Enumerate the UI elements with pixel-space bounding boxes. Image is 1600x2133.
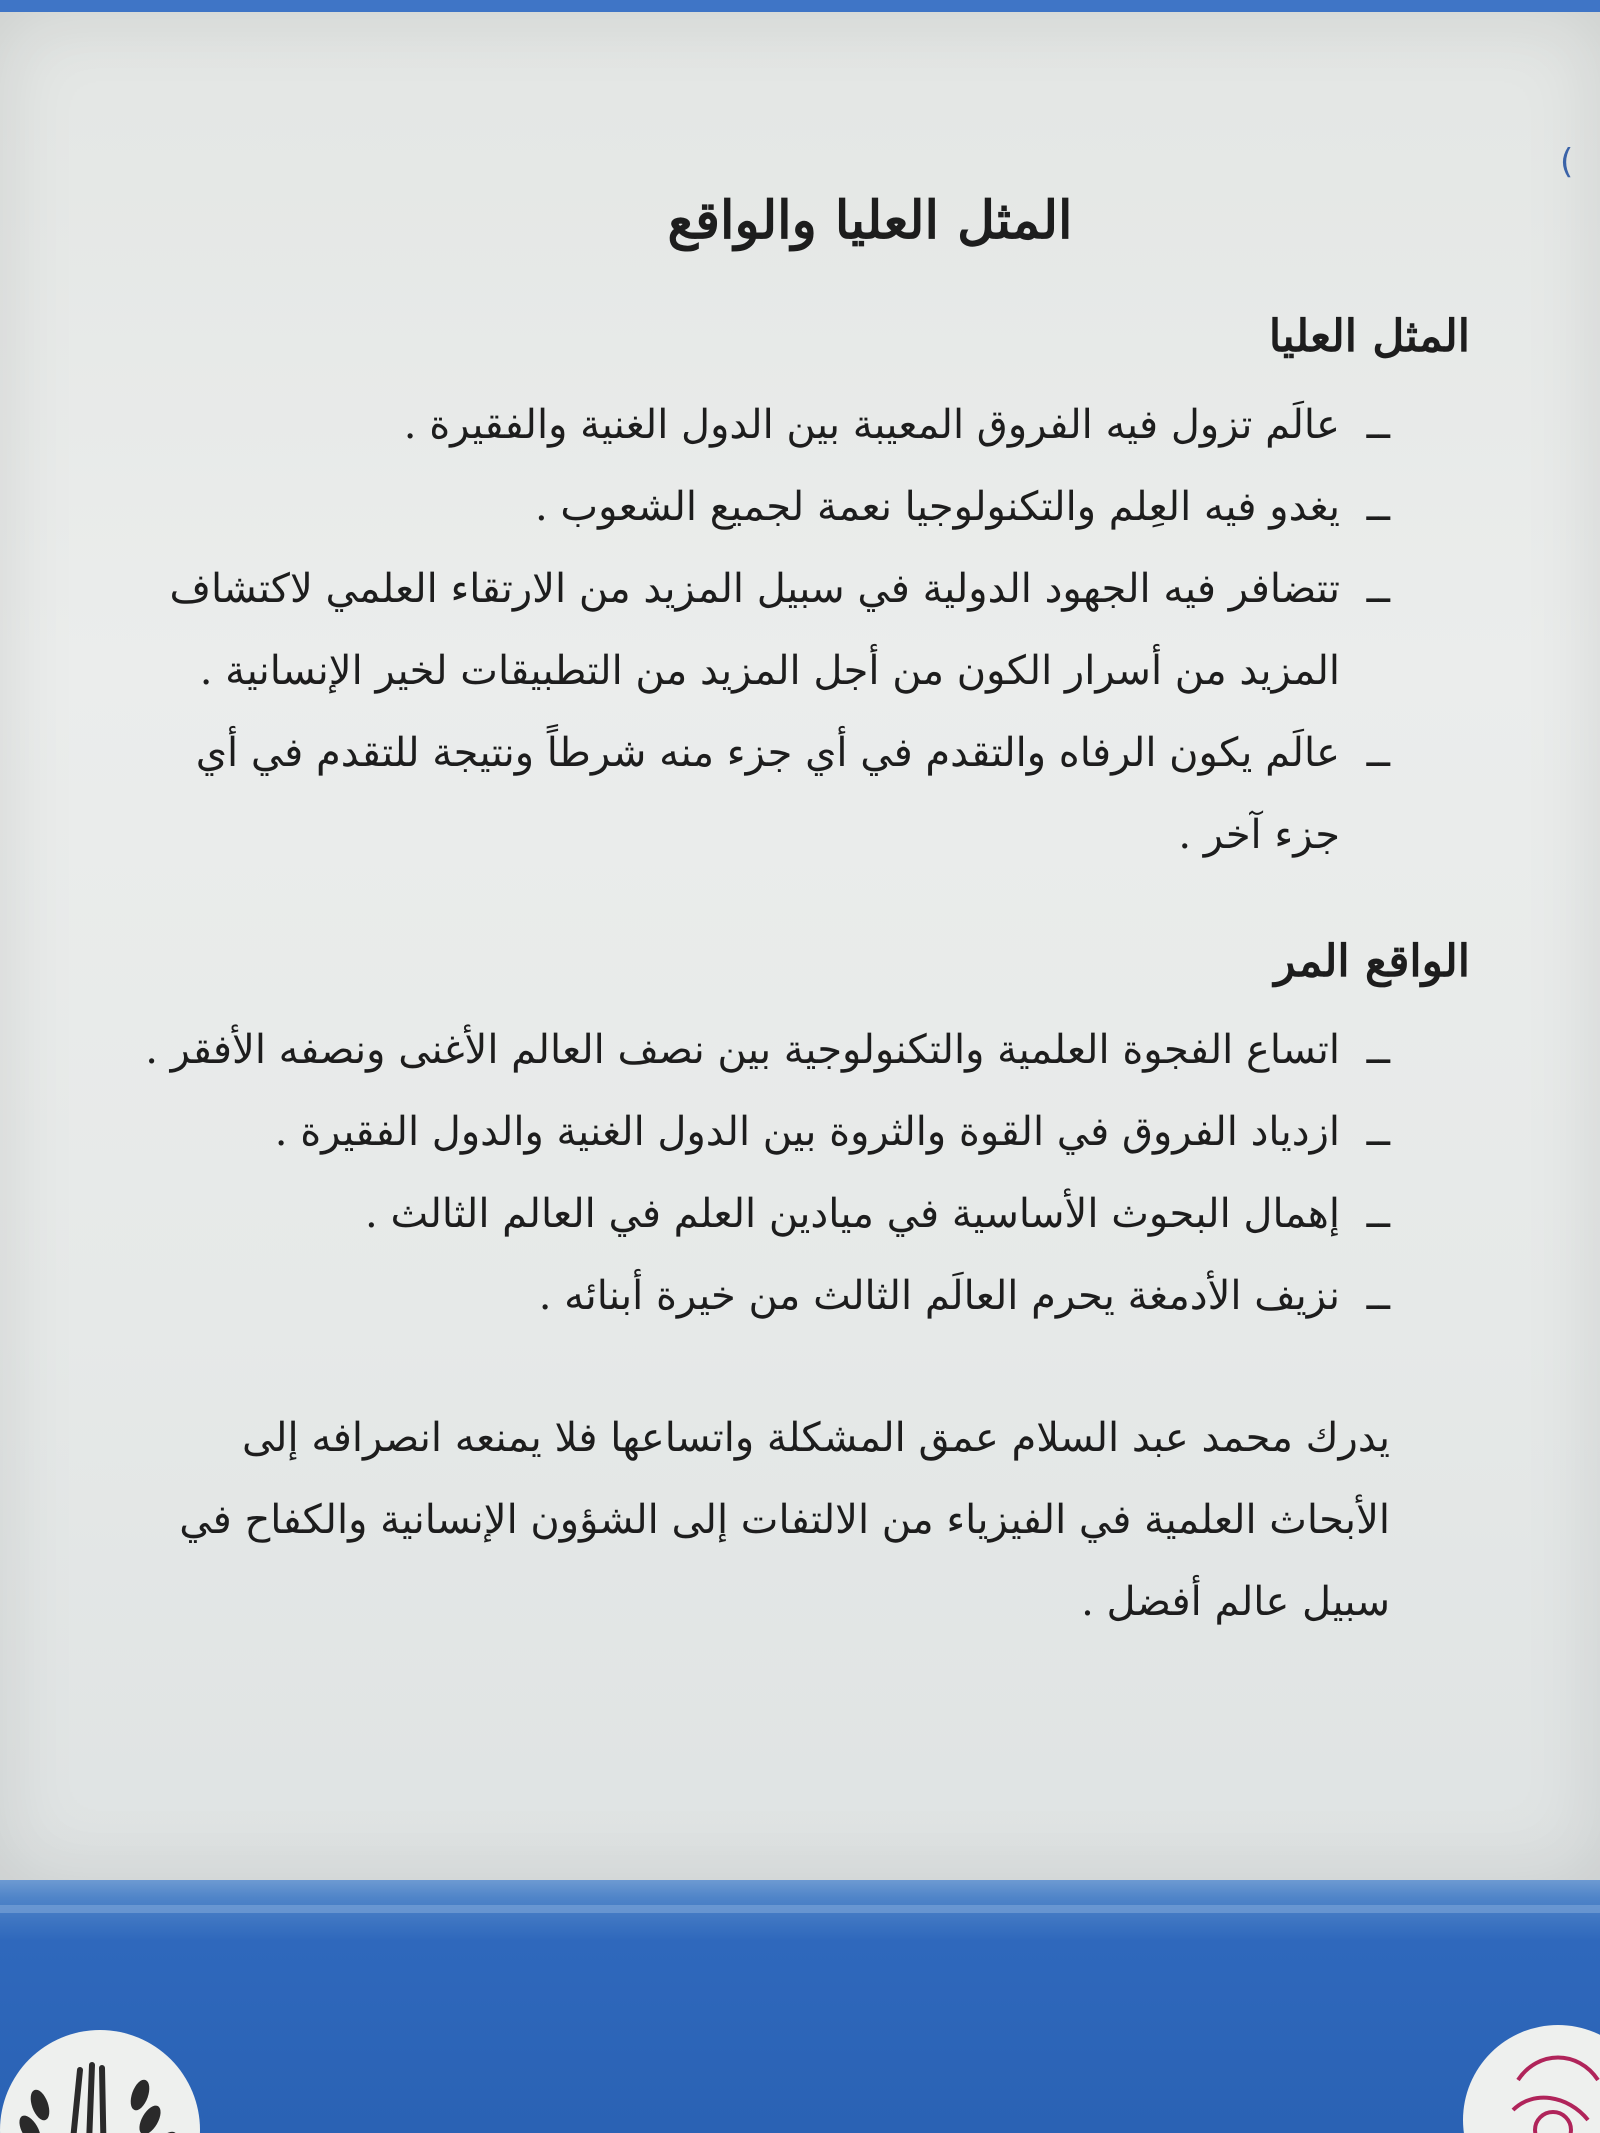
list-item-text: إهمال البحوث الأساسية في ميادين العلم في العالم الثالث . (365, 1191, 1340, 1237)
dash-icon: ــ (1366, 566, 1390, 612)
ideals-list (140, 384, 1500, 876)
list-item-text: نزيف الأدمغة يحرم العالَم الثالث من خيرة أبنائه . (538, 1273, 1340, 1319)
list-item (140, 1091, 1390, 1173)
dash-icon: ــ (1366, 1027, 1390, 1073)
list-item (140, 712, 1390, 876)
section-ideals (140, 311, 1500, 876)
list-item-text: عالَم تزول فيه الفروق المعيبة بين الدول الغنية والفقيرة . (403, 402, 1340, 448)
document-body (140, 170, 1500, 1643)
dash-icon: ــ (1366, 1191, 1390, 1237)
closing-paragraph: يدرك محمد عبد السلام عمق المشكلة واتساعها فلا يمنعه انصرافه إلى الأبحاث العلمية في الفيزياء من الالتفات إلى الشؤون الإنسانية والكفاح في سبيل عالم أفضل . (179, 1415, 1390, 1625)
list-item (140, 1009, 1390, 1091)
dash-icon: ــ (1366, 402, 1390, 448)
list-item (140, 466, 1390, 548)
edge-mark-icon: ( (1560, 142, 1574, 182)
list-item (140, 384, 1390, 466)
section-heading-reality: الواقع المر (1274, 936, 1470, 987)
reality-list (140, 1009, 1500, 1337)
dash-icon: ــ (1366, 484, 1390, 530)
section-reality (140, 936, 1500, 1337)
page-title: المثل العليا والواقع (667, 190, 1073, 251)
list-item-text: يغدو فيه العِلم والتكنولوجيا نعمة لجميع الشعوب . (535, 484, 1340, 530)
list-item-text: عالَم يكون الرفاه والتقدم في أي جزء منه شرطاً ونتيجة للتقدم في أي جزء آخر . (195, 730, 1340, 858)
list-item-text: اتساع الفجوة العلمية والتكنولوجية بين نصف العالم الأغنى ونصفه الأفقر . (145, 1027, 1340, 1073)
dash-icon: ــ (1366, 730, 1390, 776)
list-item-text: تتضافر فيه الجهود الدولية في سبيل المزيد من الارتقاء العلمي لاكتشاف المزيد من أسرار الكون من أجل المزيد من التطبيقات لخير الإنسانية . (169, 566, 1340, 694)
list-item (140, 1255, 1390, 1337)
list-item (140, 1173, 1390, 1255)
list-item (140, 548, 1390, 712)
laurel-emblem-icon (0, 2010, 220, 2133)
dash-icon: ــ (1366, 1273, 1390, 1319)
list-item-text: ازدياد الفروق في القوة والثروة بين الدول الغنية والدول الفقيرة . (274, 1109, 1340, 1155)
section-heading-ideals: المثل العليا (1268, 311, 1470, 362)
seal-emblem-icon (1458, 2010, 1600, 2133)
band-divider (0, 1905, 1600, 1913)
dash-icon: ــ (1366, 1109, 1390, 1155)
blue-cover-band (0, 1880, 1600, 2133)
